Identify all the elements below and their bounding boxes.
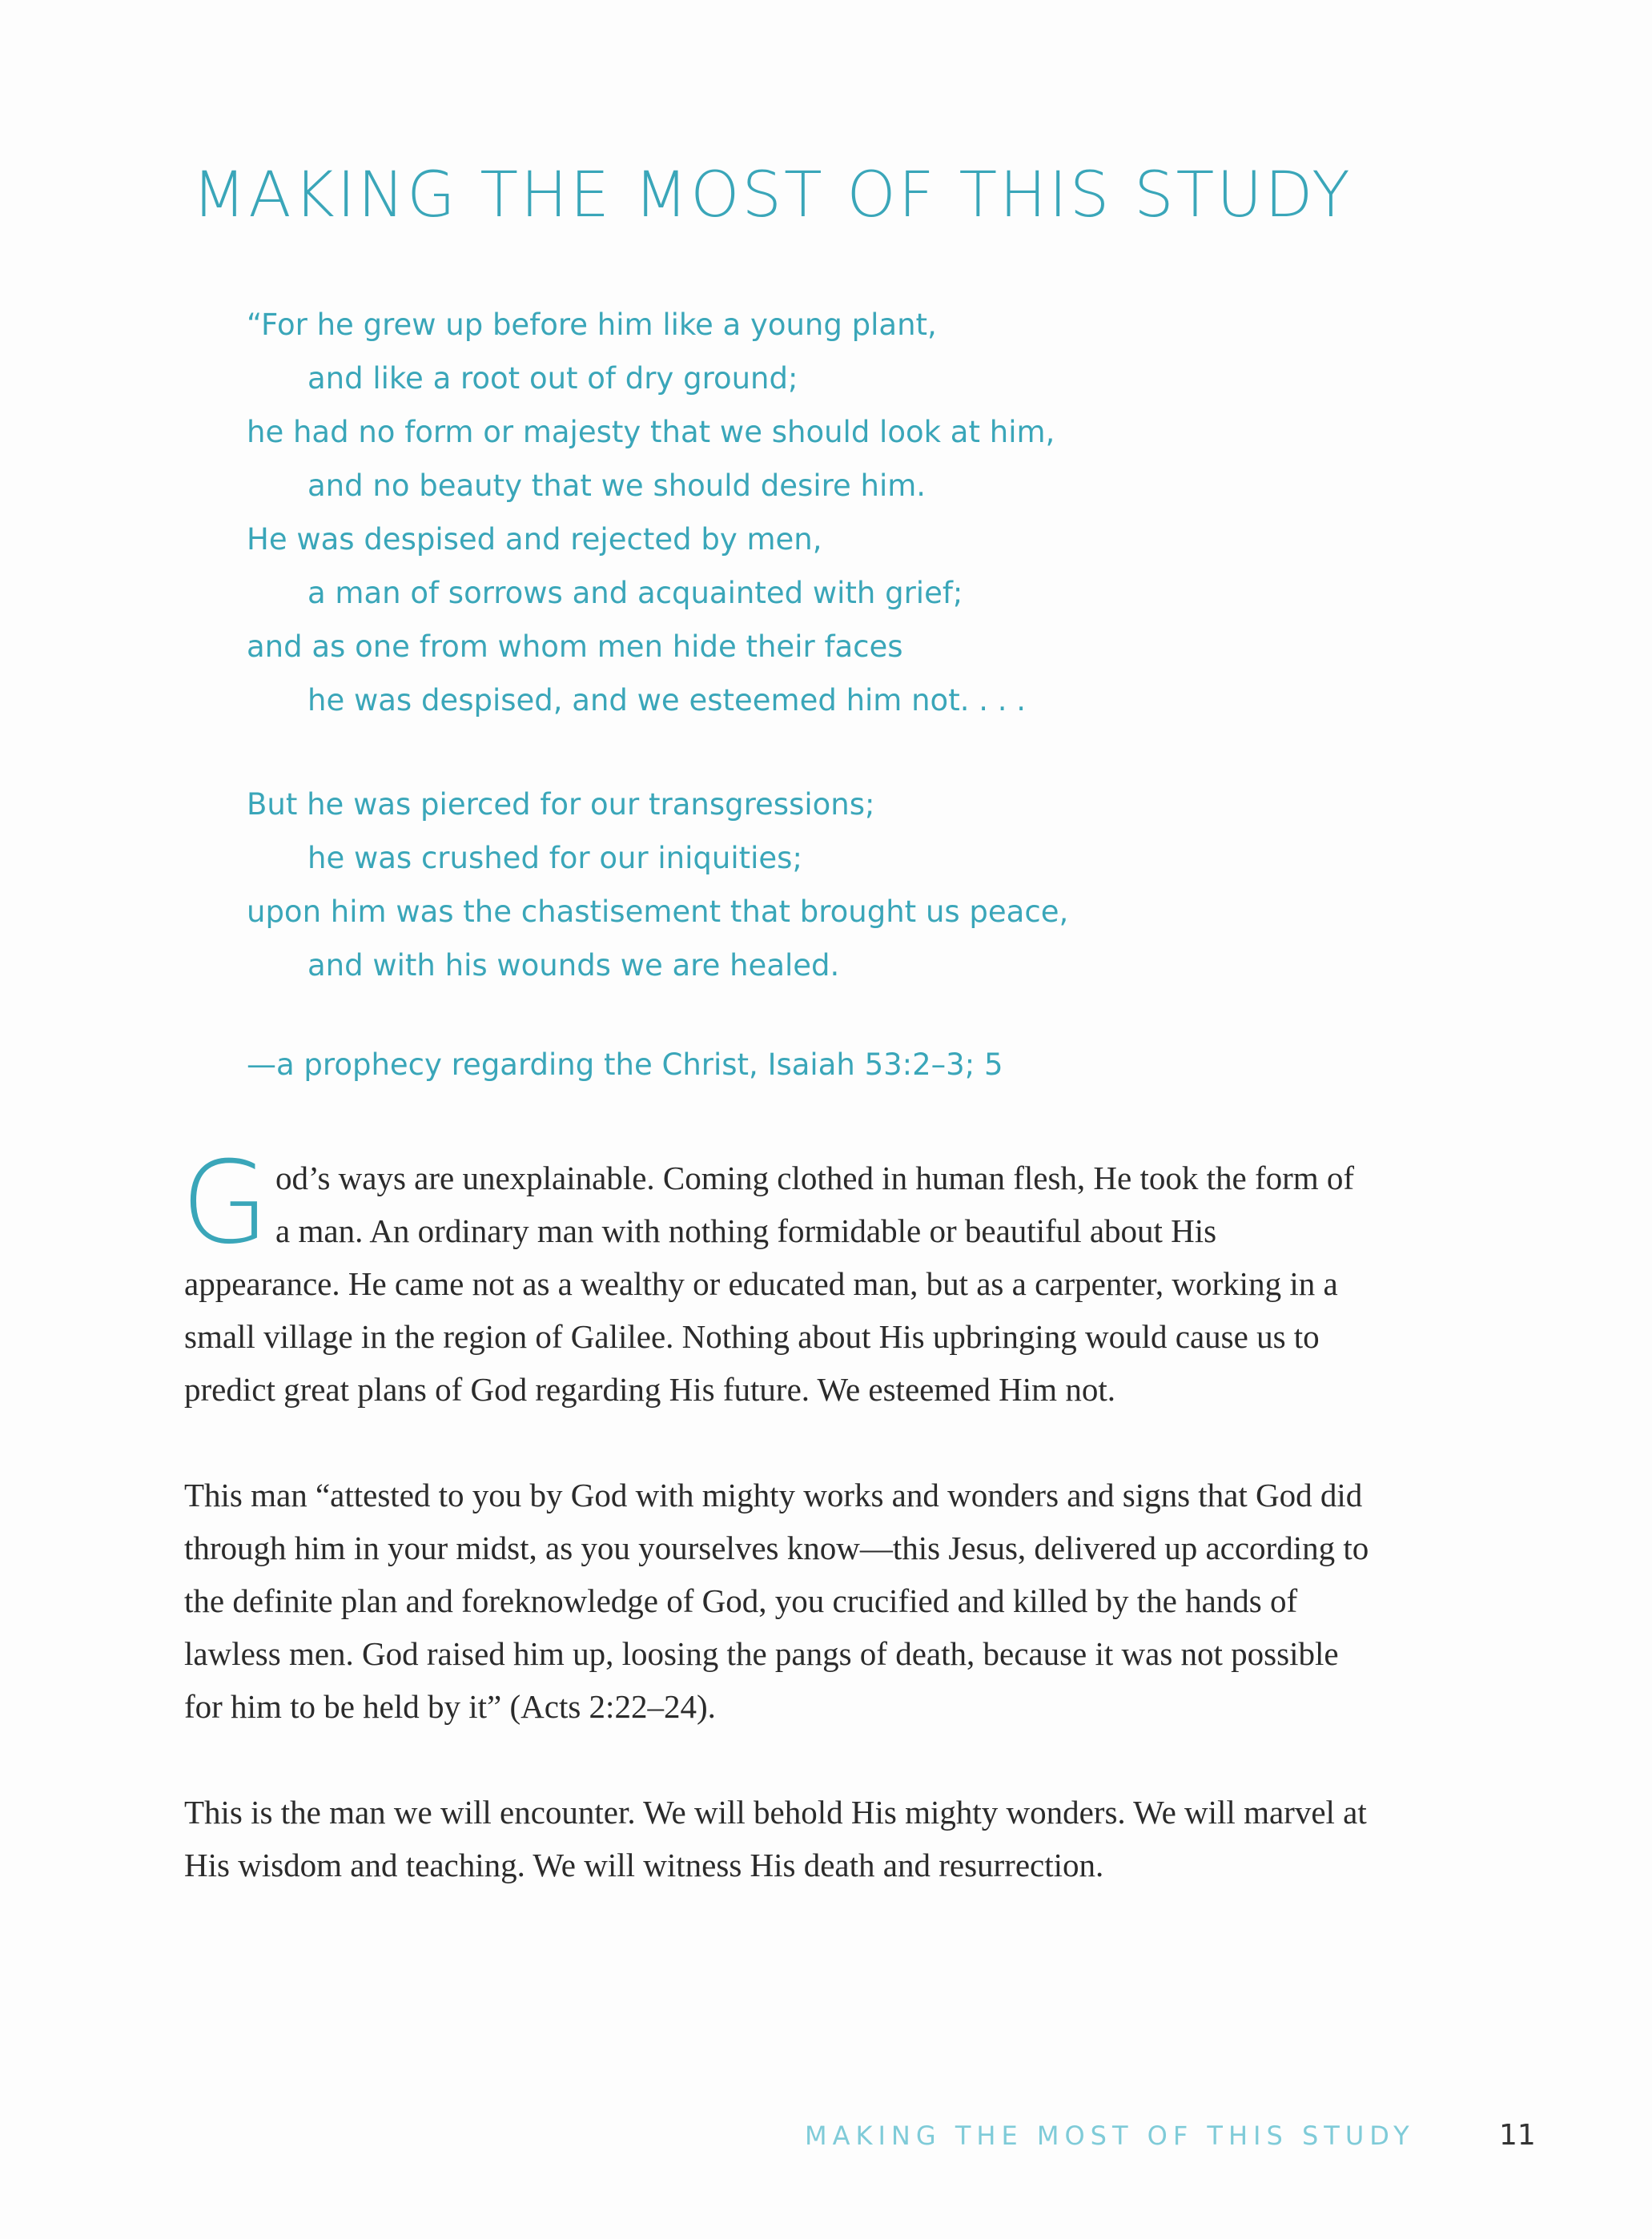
epigraph-quote [247,298,1448,992]
page-title: MAKING THE MOST OF THIS STUDY [192,159,1353,231]
running-footer-title: MAKING THE MOST OF THIS STUDY [805,2120,1415,2151]
drop-cap: G [181,1137,270,1269]
quote-line: “For he grew up before him like a young plant, [247,308,937,342]
paragraph-1 [181,1137,1369,1416]
quote-line: and no beauty that we should desire him. [307,468,926,503]
quote-line: he was despised, and we esteemed him not. . . . [307,683,1027,718]
quote-line: and like a root out of dry ground; [307,361,798,396]
body-text [181,1137,1369,1944]
paragraph-1-text: od’s ways are unexplainable. Coming clothed in human flesh, He took the form of a man. An ordinary man with nothing formidable or beautiful about His appearance. He came not as a wealthy or educated man, but as a carpenter, working in a small village in the region of Galilee. Nothing about His upbringing would cause us to predict great plans of God regarding His future. We esteemed Him not. [184,1160,1355,1408]
paragraph-2: This man “attested to you by God with mighty works and wonders and signs that God did through him in your midst, as you yourselves know—this Jesus, delivered up according to the definite plan and foreknowledge of God, you crucified and killed by the hands of lawless men. God raised him up, loosing the pangs of death, because it was not possible for him to be held by it” (Acts 2:22–24). [184,1477,1369,1725]
paragraph-3: This is the man we will encounter. We will behold His mighty wonders. We will marvel at His wisdom and teaching. We will witness His death and resurrection. [184,1794,1367,1883]
quote-line: But he was pierced for our transgressions; [247,787,875,822]
quote-attribution: —a prophecy regarding the Christ, Isaiah 53:2–3; 5 [247,1047,1003,1082]
quote-line: he had no form or majesty that we should look at him, [247,415,1055,449]
stanza-gap [247,727,1448,778]
quote-line: and with his wounds we are healed. [307,948,840,983]
quote-line: and as one from whom men hide their faces [247,629,903,664]
quote-line: He was despised and rejected by men, [247,522,822,557]
page-number: 11 [1499,2119,1536,2152]
quote-line: a man of sorrows and acquainted with grief; [307,576,963,610]
quote-line: he was crushed for our iniquities; [307,841,802,875]
quote-line: upon him was the chastisement that brought us peace, [247,894,1069,929]
